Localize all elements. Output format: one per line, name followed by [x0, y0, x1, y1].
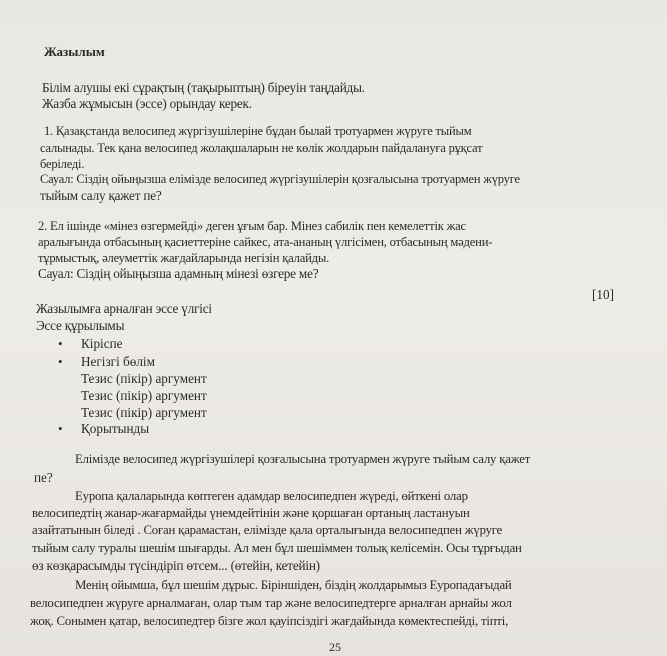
q2-line-3: тұрмыстық, әлеуметтік жағдайларында негізін қалайды.	[38, 251, 330, 265]
structure-item-1: Кіріспе	[81, 336, 123, 351]
bullet-1: •	[58, 336, 63, 351]
q1-question-1: Сауал: Сіздің ойыңызша елімізде велосипед жүргізушілерін қозғалысына тротуармен жүруге	[40, 172, 520, 186]
sample-title: Жазылымға арналған эссе үлгісі	[36, 301, 212, 316]
q1-question-2: тыйым салу қажет пе?	[40, 188, 162, 203]
intro-line-1: Білім алушы екі сұрақтың (тақырыптың) біреуін таңдайды.	[42, 80, 365, 95]
essay-line-6: Менің ойымша, бұл шешім дұрыс. Біріншіден, біздің жолдарымыз Еуропадағыдай	[75, 578, 512, 592]
essay-title-line-2: пе?	[34, 470, 53, 485]
structure-item-6: Қорытынды	[81, 421, 150, 436]
q1-line-3: беріледі.	[40, 157, 85, 171]
q1-line-2: салынады. Тек қана велосипед жолақшаларын не көлік жолдарын пайдалануға рұқсат	[40, 141, 483, 155]
page-number: 25	[329, 640, 341, 654]
bullet-2: •	[58, 354, 63, 369]
structure-title: Эссе құрылымы	[36, 318, 125, 333]
essay-title-line-1: Елімізде велосипед жүргізушілері қозғалысына тротуармен жүруге тыйым салу қажет	[75, 452, 531, 466]
bullet-3: •	[58, 421, 63, 436]
q1-line-1: 1. Қазақстанда велосипед жүргізушілеріне бұдан былай тротуармен жүруге тыйым	[44, 124, 472, 138]
q2-line-1: 2. Ел ішінде «мінез өзгермейді» деген ұғым бар. Мінез сабилік пен кемелеттік жас	[38, 219, 466, 233]
essay-line-7: велосипедпен жүруге арналмаған, олар тым тар және велосипедтерге арналған арнайы жол	[30, 596, 512, 610]
structure-item-3: Тезис (пікір) аргумент	[81, 371, 207, 386]
essay-line-3: азайтатынын біледі . Соған қарамастан, елімізде қала орталығында велосипедпен жүруге	[32, 523, 503, 537]
essay-line-4: тыйым салу туралы шешім шығарды. Ал мен бұл шешіммен толық келісемін. Осы тұрғыдан	[32, 541, 522, 555]
score-marker: [10]	[592, 287, 614, 302]
structure-item-2: Негізгі бөлім	[81, 354, 155, 369]
intro-line-2: Жазба жұмысын (эссе) орындау керек.	[42, 96, 252, 111]
essay-line-2: велосипедтің жанар-жағармайды үнемдейтінін және қоршаған ортаның ластануын	[32, 506, 470, 520]
section-heading: Жазылым	[44, 44, 105, 59]
essay-line-1: Еуропа қалаларында көптеген адамдар велосипедпен жүреді, өйткені олар	[75, 489, 468, 503]
structure-item-4: Тезис (пікір) аргумент	[81, 388, 207, 403]
q2-question: Сауал: Сіздің ойыңызша адамның мінезі өзгере ме?	[38, 266, 319, 281]
structure-item-5: Тезис (пікір) аргумент	[81, 405, 207, 420]
essay-line-5: өз көзқарасымды түсіндіріп өтсем... (өтейін, кетейін)	[32, 558, 320, 573]
q2-line-2: аралығында отбасының қасиеттеріне сайкес, ата-ананың үлгісімен, отбасының мәдени-	[38, 235, 493, 249]
essay-line-8: жоқ. Сонымен қатар, велосипедтер бізге жол қауіпсіздігі жағдайында көмектеспейді, тіпті,	[30, 614, 509, 628]
